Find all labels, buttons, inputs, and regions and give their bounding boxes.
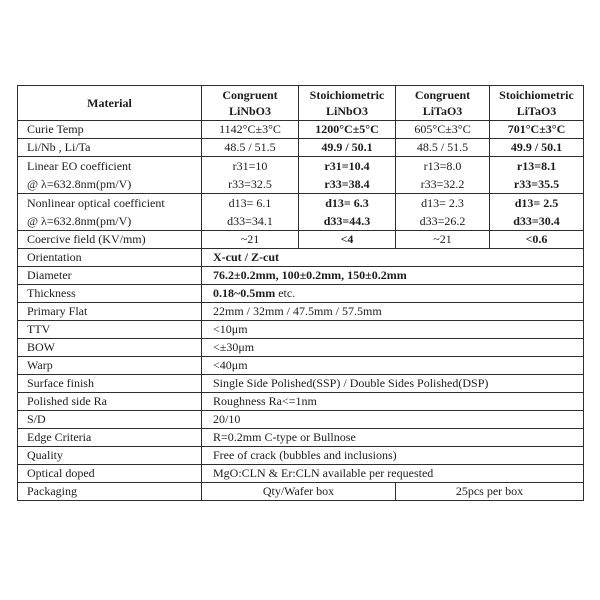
row-label-line2: @ λ=632.8nm(pm/V) [27,214,132,228]
col-header-line2: LiNbO3 [228,104,271,118]
row-label-line1: Nonlinear optical coefficient [27,196,165,210]
row-label-cell: Optical doped [18,465,202,483]
row-label-cell: Quality [18,447,202,465]
r33-value: r33=32.5 [228,177,272,191]
d13-value: d13= 2.5 [514,196,559,210]
row-label-cell: Thickness [18,285,202,303]
stoichiometric-litao3-value: 701°C±3°C [490,121,584,139]
row-polished-side-ra [18,393,584,411]
congruent-linbo3-value: 1142°C±3°C [202,121,299,139]
row-li-ratio [18,139,584,157]
quality-value: Free of crack (bubbles and inclusions) [202,447,584,465]
row-ttv [18,321,584,339]
col-header-line1: Congruent [414,88,471,102]
row-thickness [18,285,584,303]
row-label-cell [18,157,202,194]
stoichiometric-linbo3-value: <4 [299,231,396,249]
congruent-linbo3-value [202,194,299,231]
stoichiometric-linbo3-value [299,194,396,231]
row-label-cell: Warp [18,357,202,375]
col-header-line1: Stoichiometric [309,88,385,102]
thickness-value [202,285,584,303]
packaging-qty-value: 25pcs per box [396,483,584,501]
orientation-value: X-cut / Z-cut [202,249,584,267]
d13-value: d13= 2.3 [421,196,464,210]
row-label-line1: Linear EO coefficient [27,159,132,173]
stoichiometric-linbo3-value [299,157,396,194]
row-orientation [18,249,584,267]
surface-finish-value: Single Side Polished(SSP) / Double Sides Polished(DSP) [202,375,584,393]
row-packaging [18,483,584,501]
optical-doped-value: MgO:CLN & Er:CLN available per requested [202,465,584,483]
r31-value: r31=10 [232,159,268,173]
stoichiometric-linbo3-value: 1200°C±5°C [299,121,396,139]
stoichiometric-litao3-value: 49.9 / 50.1 [490,139,584,157]
row-nonlinear-optical-coefficient [18,194,584,231]
col-header-line2: LiTaO3 [516,104,557,118]
congruent-litao3-value: 605°C±3°C [396,121,490,139]
congruent-litao3-value [396,157,490,194]
row-coercive-field [18,231,584,249]
row-label-cell: Packaging [18,483,202,501]
row-quality [18,447,584,465]
row-edge-criteria [18,429,584,447]
d33-value: d33=26.2 [419,214,466,228]
row-label-cell: Curie Temp [18,121,202,139]
packaging-wafer-box-value: Qty/Wafer box [202,483,396,501]
stoichiometric-litao3-value: <0.6 [490,231,584,249]
congruent-linbo3-value: ~21 [202,231,299,249]
primary-flat-value: 22mm / 32mm / 47.5mm / 57.5mm [202,303,584,321]
ttv-value: <10μm [202,321,584,339]
row-label-cell: Primary Flat [18,303,202,321]
row-label-line2: @ λ=632.8nm(pm/V) [27,177,132,191]
row-label-cell: Diameter [18,267,202,285]
header-stoichiometric-litao3-cell [490,86,584,121]
d13-value: d13= 6.3 [325,196,369,210]
col-header-line2: LiTaO3 [422,104,463,118]
row-label-cell: Surface finish [18,375,202,393]
r13-value: r13=8.0 [423,159,462,173]
congruent-litao3-value [396,194,490,231]
col-header-line1: Congruent [222,88,278,102]
material-header-label: Material [87,96,132,110]
congruent-linbo3-value: 48.5 / 51.5 [202,139,299,157]
stoichiometric-linbo3-value: 49.9 / 50.1 [299,139,396,157]
row-label-cell: Li/Nb , Li/Ta [18,139,202,157]
row-sd [18,411,584,429]
congruent-linbo3-value [202,157,299,194]
row-label-cell: Polished side Ra [18,393,202,411]
thickness-etc: etc. [275,286,296,300]
row-diameter [18,267,584,285]
row-label-cell: Orientation [18,249,202,267]
d13-value: d13= 6.1 [228,196,272,210]
header-congruent-litao3-cell [396,86,490,121]
polished-side-ra-value: Roughness Ra<=1nm [202,393,584,411]
header-congruent-linbo3-cell [202,86,299,121]
congruent-litao3-value: 48.5 / 51.5 [396,139,490,157]
row-surface-finish [18,375,584,393]
warp-value: <40μm [202,357,584,375]
row-curie-temp [18,121,584,139]
col-header-line2: LiNbO3 [325,104,368,118]
row-label-cell: BOW [18,339,202,357]
r13-value: r13=8.1 [516,159,557,173]
d33-value: d33=44.3 [323,214,371,228]
congruent-litao3-value: ~21 [396,231,490,249]
header-material-cell [18,86,202,121]
row-label-cell: TTV [18,321,202,339]
edge-criteria-value: R=0.2mm C-type or Bullnose [202,429,584,447]
row-bow [18,339,584,357]
row-label-cell: Coercive field (KV/mm) [18,231,202,249]
r31-value: r31=10.4 [324,159,370,173]
row-warp [18,357,584,375]
diameter-value: 76.2±0.2mm, 100±0.2mm, 150±0.2mm [202,267,584,285]
row-label-cell: S/D [18,411,202,429]
row-label-cell: Edge Criteria [18,429,202,447]
row-label-cell [18,194,202,231]
d33-value: d33=30.4 [513,214,560,228]
col-header-line1: Stoichiometric [499,88,574,102]
d33-value: d33=34.1 [227,214,273,228]
r33-value: r33=38.4 [324,177,370,191]
row-primary-flat [18,303,584,321]
row-optical-doped [18,465,584,483]
sd-value: 20/10 [202,411,584,429]
r33-value: r33=35.5 [513,177,560,191]
stoichiometric-litao3-value [490,157,584,194]
header-stoichiometric-linbo3-cell [299,86,396,121]
bow-value: <±30μm [202,339,584,357]
stoichiometric-litao3-value [490,194,584,231]
header-row [18,86,584,121]
r33-value: r33=32.2 [420,177,465,191]
row-linear-eo-coefficient [18,157,584,194]
thickness-range: 0.18~0.5mm [213,286,276,300]
material-spec-table [17,85,584,501]
